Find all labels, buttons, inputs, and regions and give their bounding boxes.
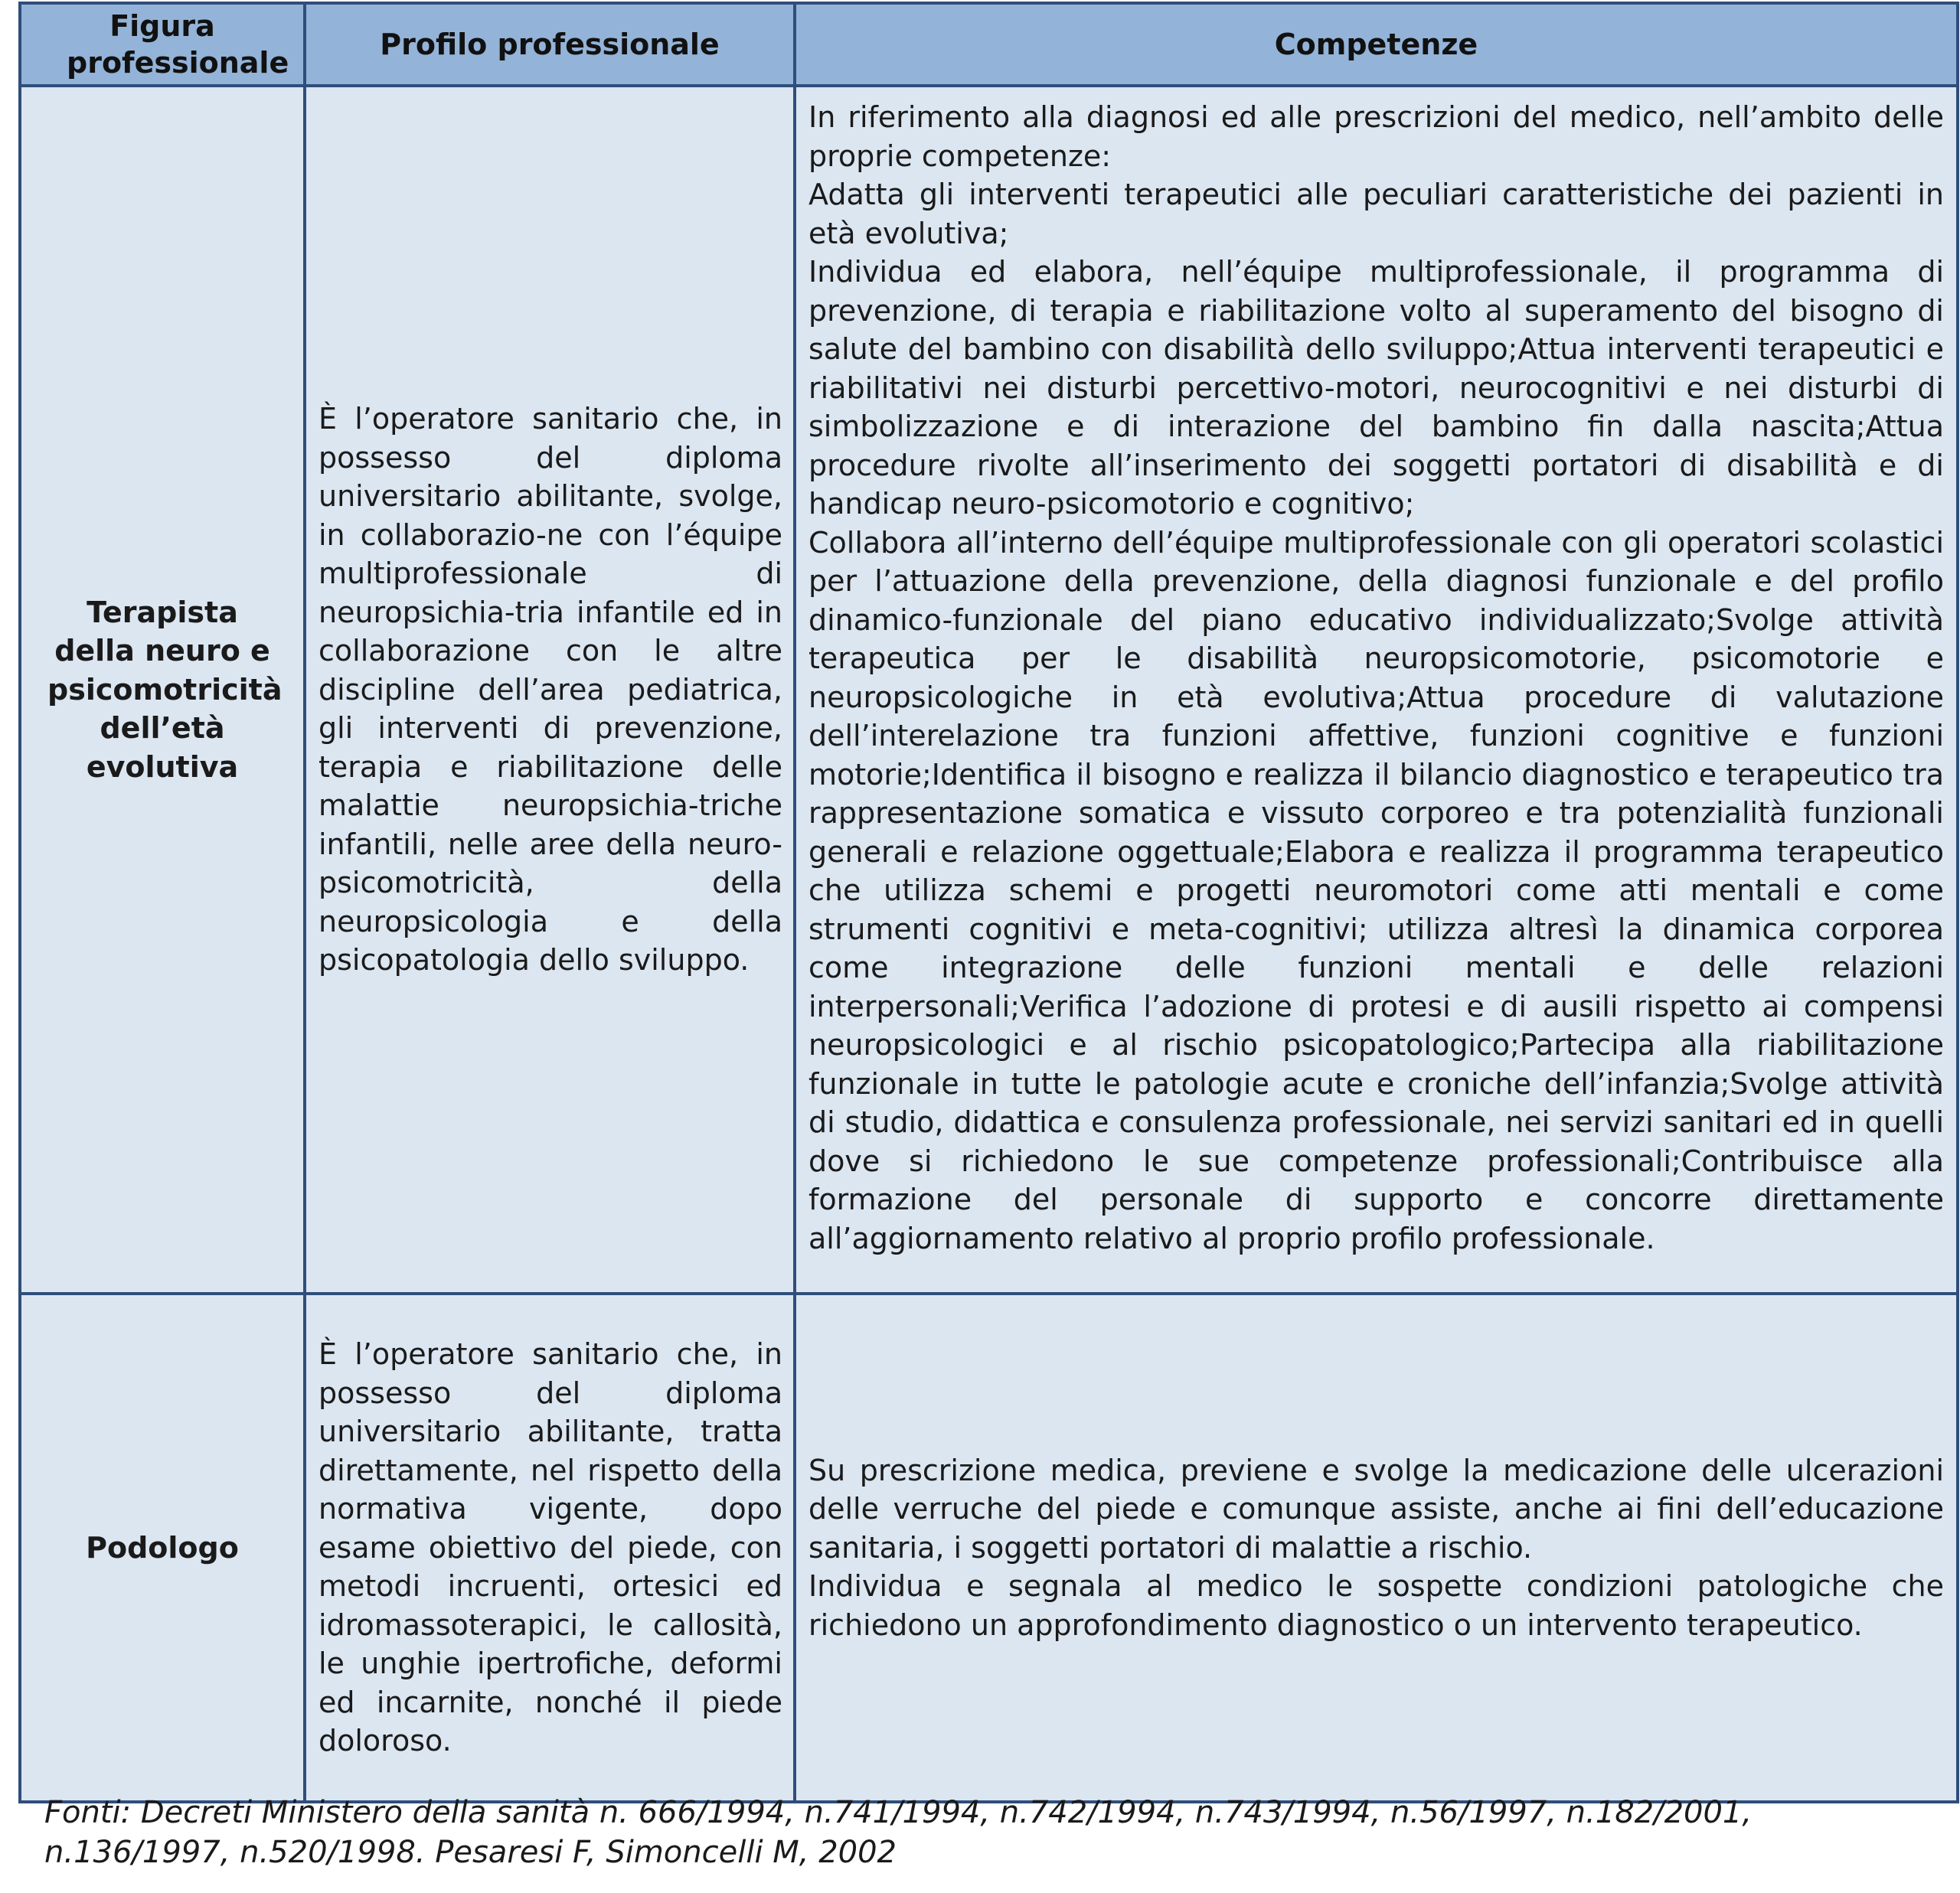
professions-table bbox=[18, 2, 1959, 1803]
profilo-text: È l’operatore sanitario che, in possesso del diploma universitario abilitante, tratta direttamente, nel rispetto della normativa vigente, dopo esame obiettivo del piede, con metodi incruenti, ortesici ed idromassoterapici, le callosità, le unghie ipertrofiche, deformi ed incarnite, nonché il piede doloroso. bbox=[318, 1337, 782, 1758]
competenze-paragraph: Su prescrizione medica, previene e svolge la medicazione delle ulcerazioni delle verruche del piede e comunque assiste, anche ai fini dell’educazione sanitaria, i soggetti portatori di malattie a rischio. bbox=[808, 1453, 1944, 1565]
cell-profilo bbox=[305, 1294, 795, 1802]
professions-table-container bbox=[18, 2, 1956, 1803]
competenze-paragraph: Individua ed elabora, nell’équipe multiprofessionale, il programma di prevenzione, di terapia e riabilitazione volto al superamento del bisogno di salute del bambino con disabilità dello sviluppo;Attua interventi terapeutici e riabilitativi nei disturbi percettivo-motori, neurocognitivi e nei disturbi di simbolizzazione e di interazione del bambino fin dalla nascita;Attua procedure rivolte all’inserimento dei soggetti portatori di disabilità e di handicap neuro-psicomotorio e cognitivo; bbox=[808, 255, 1944, 521]
cell-figura bbox=[20, 1294, 305, 1802]
header-competenze bbox=[795, 3, 1958, 86]
competenze-paragraph: Individua e segnala al medico le sospette condizioni patologiche che richiedono un approfondimento diagnostico o un intervento terapeutico. bbox=[808, 1569, 1944, 1642]
competenze-paragraph: Adatta gli interventi terapeutici alle peculiari caratteristiche dei pazienti in età evolutiva; bbox=[808, 178, 1944, 250]
table-header-row bbox=[20, 3, 1958, 86]
profilo-text: È l’operatore sanitario che, in possesso del diploma universitario abilitante, svolge, in collaborazio-ne con l’équipe multiprofessionale di neuropsichia-tria infantile ed in collaborazione con le altre discipline dell’area pediatrica, gli interventi di prevenzione, terapia e riabilitazione delle malattie neuropsichia-triche infantili, nelle aree della neuro-psicomotricità, della neuropsicologia e della psicopatologia dello sviluppo. bbox=[318, 402, 782, 978]
table-row bbox=[20, 1294, 1958, 1802]
header-profilo-label: Profilo professionale bbox=[380, 28, 720, 61]
cell-competenze bbox=[795, 1294, 1958, 1802]
figura-text: Podologo bbox=[86, 1530, 239, 1565]
header-competenze-label: Competenze bbox=[1274, 28, 1478, 61]
cell-profilo bbox=[305, 86, 795, 1294]
competenze-paragraph: Collabora all’interno dell’équipe multiprofessionale con gli operatori scolastici per l’attuazione della prevenzione, della diagnosi funzionale e del profilo dinamico-funzionale del piano educativo individualizzato;Svolge attività terapeutica per le disabilità neuropsicomotorie, psicomotorie e neuropsicologiche in età evolutiva;Attua procedure di valutazione dell’interelazione tra funzioni affettive, funzioni cognitive e funzioni motorie;Identifica il bisogno e realizza il bilancio diagnostico e terapeutico tra rappresentazione somatica e vissuto corporeo e tra potenzialità funzionali generali e relazione oggettuale;Elabora e realizza il programma terapeutico che utilizza schemi e progetti neuromotori come atti mentali e come strumenti cognitivi e meta-cognitivi; utilizza altresì la dinamica corporea come integrazione delle funzioni mentali e delle relazioni interpersonali;Verifica l’adozione di protesi e di ausili rispetto ai compensi neuropsicologici e al rischio psicopatologico;Partecipa alla riabilitazione funzionale in tutte le patologie acute e croniche dell’infanzia;Svolge attività di studio, didattica e consulenza professionale, nei servizi sanitari ed in quelli dove si richiedono le sue competenze professionali;Contribuisce alla formazione del personale di supporto e concorre direttamente all’aggiornamento relativo al proprio profilo professionale. bbox=[808, 525, 1944, 1255]
cell-figura bbox=[20, 86, 305, 1294]
header-figura-label: Figura professionale bbox=[67, 9, 289, 80]
cell-competenze bbox=[795, 86, 1958, 1294]
source-footnote: Fonti: Decreti Ministero della sanità n. 666/1994, n.741/1994, n.742/1994, n.743/1994, n.56/1997, n.182/2001, n.136/1997, n.520/1998. Pesaresi F, Simoncelli M, 2002 bbox=[44, 1795, 1753, 1870]
competenze-paragraph: In riferimento alla diagnosi ed alle prescrizioni del medico, nell’ambito delle proprie competenze: bbox=[808, 100, 1944, 173]
header-profilo bbox=[305, 3, 795, 86]
figura-text: Terapista della neuro e psicomotricità dell’età evolutiva bbox=[47, 595, 283, 784]
table-row bbox=[20, 86, 1958, 1294]
header-figura bbox=[20, 3, 305, 86]
